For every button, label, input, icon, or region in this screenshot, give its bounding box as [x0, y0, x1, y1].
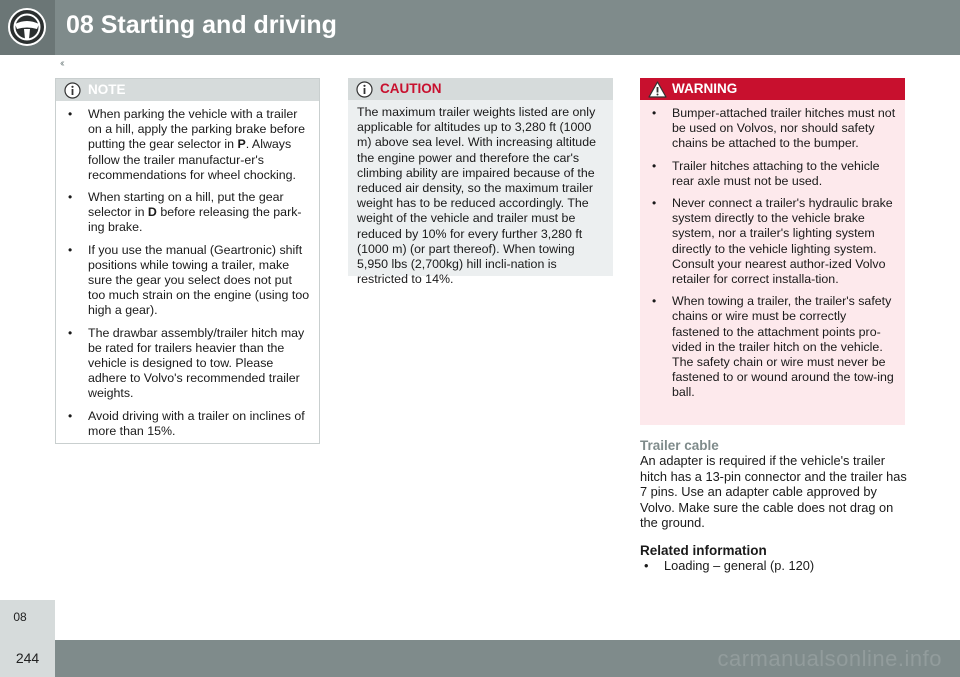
list-item: • When towing a trailer, the trailer's safety chains or wire must be correctly fastened to the attachment points pro-vided in the trailer hitch on the vehicle. The safety chain or wire must never be fastened to or wound around the tow-ing ball. — [648, 294, 897, 400]
warning-box — [640, 78, 905, 425]
chapter-title: 08 Starting and driving — [66, 11, 337, 39]
footer-bar — [0, 640, 960, 677]
list-item: • If you use the manual (Geartronic) shift positions while towing a trailer, make sure the gear you select does not put too much strain on the engine (using too high a gear). — [64, 243, 311, 319]
sidebar — [0, 55, 55, 640]
steering-wheel-icon — [7, 7, 47, 47]
list-item: • Never connect a trailer's hydraulic brake system directly to the vehicle brake system, nor a trailer's lighting system directly to the vehicle lighting system. Consult your nearest author-ized Volvo retailer for correct installa-tion. — [648, 196, 897, 287]
info-icon — [64, 82, 81, 99]
caution-text: The maximum trailer weights listed are only applicable for altitudes up to 3,280 ft (1000 m) above sea level. With increasing altitude the engine power and therefore the car's climbing ability are impaired because of the reduced air density, so the maximum trailer weight has to be reduced accordingly. The weight of the vehicle and trailer must be reduced by 10% for every further 3,280 ft (1000 m) (or part thereof). When towing 5,950 lbs (2,700kg) hill incli-nation is restricted to 14%. — [357, 105, 596, 287]
caution-box — [348, 78, 613, 287]
warning-triangle-icon — [648, 81, 667, 98]
list-item: • Trailer hitches attaching to the vehicle rear axle must not be used. — [648, 159, 897, 189]
warning-label: WARNING — [672, 81, 738, 96]
page-number-box — [0, 640, 55, 677]
list-item: • When starting on a hill, put the gear selector in D before releasing the park-ing brake. — [64, 190, 311, 236]
logo-box — [0, 0, 55, 55]
header-bar — [0, 0, 960, 55]
list-item: • Bumper-attached trailer hitches must not be used on Volvos, nor should safety chains be attached to the bumper. — [648, 106, 897, 152]
note-list — [56, 101, 319, 439]
note-header — [56, 79, 319, 101]
chapter-tab-label: 08 — [13, 610, 27, 624]
trailer-cable-heading: Trailer cable — [640, 438, 719, 453]
note-label: NOTE — [88, 82, 126, 97]
warning-header — [640, 78, 905, 100]
info-icon — [356, 81, 373, 98]
caution-label: CAUTION — [380, 81, 442, 96]
list-item: • Avoid driving with a trailer on inclines of more than 15%. — [64, 409, 311, 439]
caution-header — [348, 78, 613, 100]
related-link[interactable]: • Loading – general (p. 120) — [640, 558, 908, 573]
watermark: carmanualsonline.info — [717, 646, 942, 671]
list-item: • The drawbar assembly/trailer hitch may be rated for trailers heavier than the vehicle is designed to tow. Please adhere to Volvo's recommended trailer weights. — [64, 326, 311, 402]
related-info-list — [640, 558, 908, 573]
back-arrows[interactable]: ‹‹ — [60, 58, 63, 69]
related-info-heading: Related information — [640, 543, 767, 558]
page-number: 244 — [15, 650, 40, 666]
warning-list — [640, 100, 905, 401]
list-item: • When parking the vehicle with a trailer on a hill, apply the parking brake before putting the gear selector in P. Always follow the trailer manufactur-er's recommendations for wheel chocking. — [64, 107, 311, 183]
trailer-cable-body: An adapter is required if the vehicle's trailer hitch has a 13-pin connector and the trailer has 7 pins. Use an adapter cable approved by Volvo. Make sure the cable does not drag on the ground. — [640, 453, 907, 531]
note-box — [55, 78, 320, 444]
